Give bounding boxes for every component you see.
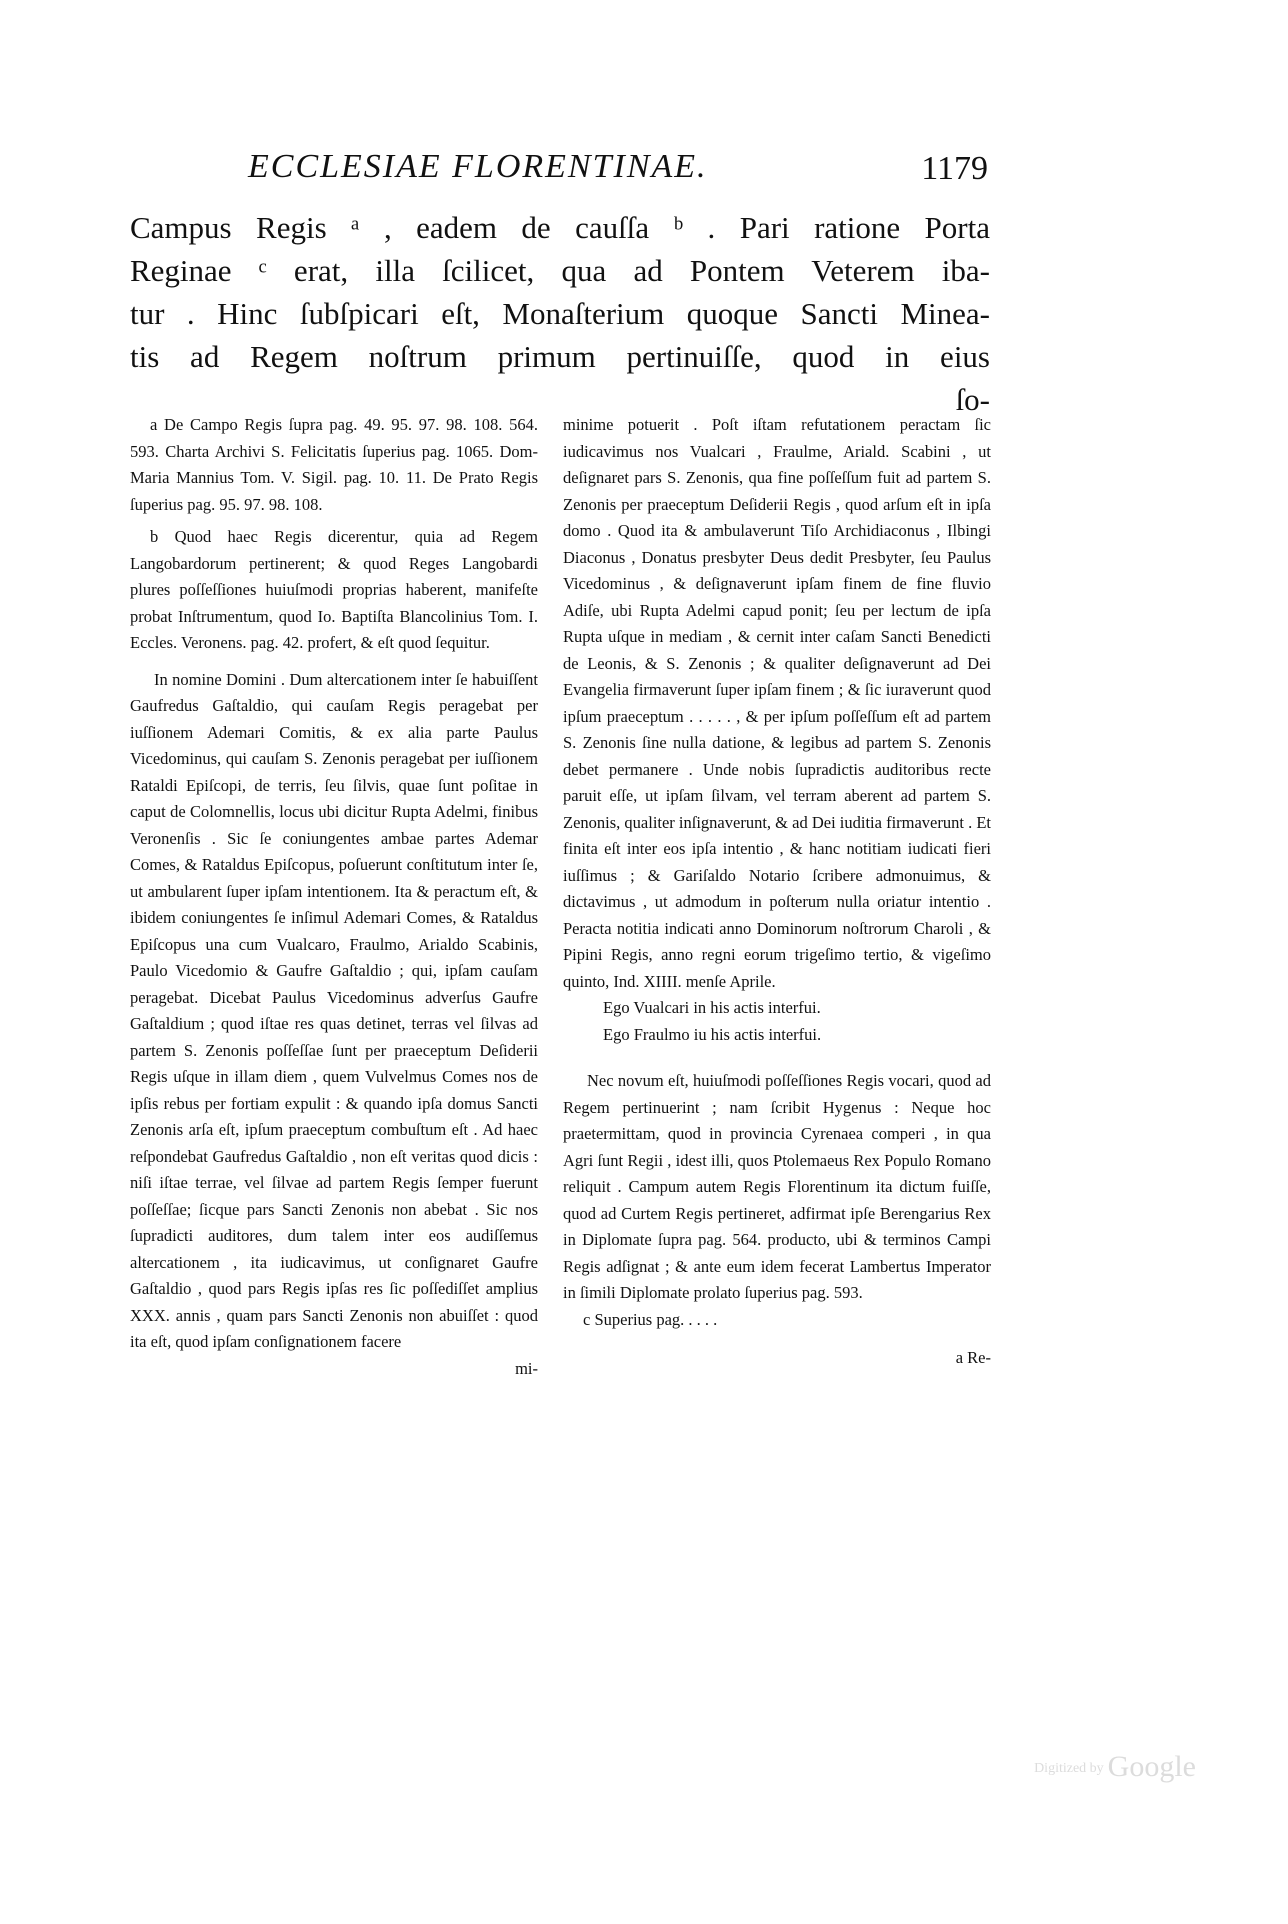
main-text-line: tur . Hinc ſubſpicari eſt, Monaſterium quoque Sancti Minea- — [130, 296, 990, 331]
main-text-line: tis ad Regem noſtrum primum pertinuiſſe, quod in eius — [130, 339, 990, 374]
right-catchword: a Re- — [955, 1348, 991, 1367]
main-text-line: Campus Regis ᵃ , eadem de cauſſa ᵇ . Pari ratione Porta — [130, 210, 990, 245]
footnote-c: c Superius pag. . . . . — [583, 1309, 718, 1329]
left-catchword: mi- — [515, 1358, 538, 1378]
running-title: ECCLESIAE FLORENTINAE. — [248, 148, 708, 185]
page-header — [248, 148, 988, 198]
footnote-a: a De Campo Regis ſupra pag. 49. 95. 97. 98. 108. 564. 593. Charta Archivi S. Felicitatis ſuperius pag. 1065. Dom-Maria Mannius Tom. V. Sigil. pag. 10. 11. De Prato Regis ſuperius pag. 95. 97. 98. 108. — [130, 415, 538, 514]
document-text: In nomine Domini . Dum altercationem inter ſe habuiſſent Gaufredus Gaſtaldio, qui cauſam Regis peragebat per iuſſionem Ademari Comitis, & ex alia parte Paulus Vicedominus, qui cauſam S. Zenonis peragebat per iuſſionem Rataldi Epiſcopi, de terris, ſeu ſilvis, quae ſunt poſitae in caput de Colomnellis, locus ubi dicitur Rupta Adelmi, finibus Veronenſis . Sic ſe coniungentes ambae partes Ademar Comes, & Rataldus Epiſcopus, poſuerunt conſtitutum inter ſe, ut ambularent ſuper ipſam intentionem. Ita & peractum eſt, & ibidem coniungentes ſe inſimul Ademari Comes, & Rataldus Epiſcopus una cum Vualcaro, Fraulmo, Arialdo Scabinis, Paulo Vicedomio & Gaufre Gaſtaldio ; qui, ipſam cauſam peragebat. Dicebat Paulus Vicedominus adverſus Gaufre Gaſtaldium ; quod iſtae res quas detinet, terras vel ſilvas ad partem S. Zenonis poſſeſſae ſunt per praeceptum Deſiderii Regis uſque in illam diem , quem Vulvelmus Comes nos de ipſis rebus per fortiam expulit : & quando ipſa domus Sancti Zenonis arſa eſt, ipſum praeceptum combuſtum eſt . Ad haec reſpondebat Gaufredus Gaſtaldio , non eſt veritas quod dicis : niſi iſtae terrae, vel ſilvae ad partem Regis ſemper fuerunt poſſeſſae; ſicque pars Sancti Zenonis non abebat . Sic nos ſupradicti auditores, dum talem inter eos audiſſemus altercationem , ita iudicavimus, ut conſignaret Gaufre Gaſtaldio , quod pars Regis ipſas res ſic poſſediſſet amplius XXX. annis , quam pars Sancti Zenonis non abuiſſet : quod ita eſt, quod ipſam conſignationem facere — [130, 669, 538, 1351]
main-text-line: Reginae ᶜ erat, illa ſcilicet, qua ad Pontem Veterem iba- — [130, 253, 990, 288]
digitization-watermark — [1034, 1750, 1196, 1784]
signature-line: Ego Fraulmo iu his actis interfui. — [603, 1024, 822, 1044]
footnote-b: b Quod haec Regis dicerentur, quia ad Regem Langobardorum pertinerent; & quod Reges Langobardi plures poſſeſſiones huiuſmodi proprias haberent, manifeſte probat Inſtrumentum, quod Io. Baptiſta Blancolinius Tom. I. Eccles. Veronens. pag. 42. profert, & eſt quod ſequitur. — [130, 527, 538, 652]
document-continuation: minime potuerit . Poſt iſtam refutationem peractam ſic iudicavimus nos Vualcari , Fraulme, Ariald. Scabini , ut deſignaret pars S. Zenonis, qua fine poſſeſſum fuit ad partem S. Zenonis per praeceptum Deſiderii Regis , quod arſum eſt in ipſa domo . Quod ita & ambulaverunt Tiſo Archidiaconus , Ilbingi Diaconus , Donatus presbyter Deus dedit Presbyter, ſeu Paulus Vicedominus , & deſignaverunt ipſam finem de fine fluvio Adiſe, ubi Rupta Adelmi capud ponit; ſeu per lectum de ipſa Rupta uſque in mediam , & cernit inter caſam Sancti Benedicti de Leonis, & S. Zenonis ; & qualiter deſignaverunt ad Dei Evangelia firmaverunt ſuper ipſam finem ; & ſic iuraverunt quod ipſum praeceptum . . . . . , & per ipſum poſſeſſum eſt ad partem S. Zenonis ſine nulla datione, & legibus ad partem S. Zenonis debet permanere . Unde nobis ſupradictis auditoribus recte paruit eſſe, ut ipſam ſilvam, vel terram aberent ad partem S. Zenonis, qualiter inſignaverunt, & ad Dei iuditia firmaverunt . Et finita eſt inter eos ipſa intentio , & hanc notitiam iudicati fieri iuſſimus ; & Gariſaldo Notario ſcribere admonuimus, & dictavimus , ut admodum in poſterum nulla oriatur intentio . Peracta notitia indicati anno Dominorum noſtrorum Charoli , & Pipini Regis, anno regni eorum trigeſimo tertio, & vigeſimo quinto, Ind. XIIII. menſe Aprile. — [563, 415, 991, 991]
page-number: 1179 — [921, 150, 988, 187]
right-column — [563, 412, 991, 1372]
watermark-prefix: Digitized by — [1034, 1761, 1104, 1777]
signature-line: Ego Vualcari in his actis interfui. — [603, 998, 821, 1017]
left-column — [130, 412, 538, 1382]
main-text-block — [130, 206, 990, 421]
commentary-paragraph: Nec novum eſt, huiuſmodi poſſeſſiones Regis vocari, quod ad Regem pertinuerint ; nam ſcribit Hygenus : Neque hoc praetermittam, quod in provincia Cyrenaea comperi , in qua Agri ſunt Regii , idest illi, quos Ptolemaeus Rex Populo Romano reliquit . Campum autem Regis Florentinum ita dictum fuiſſe, quod ad Curtem Regis pertineret, adfirmat ipſe Berengarius Rex in Diplomate ſupra pag. 564. producto, ubi & terminos Campi Regis adſignat ; & ante eum idem fecerat Lambertus Imperator in ſimili Diplomate prolato ſuperius pag. 593. — [563, 1071, 991, 1302]
watermark-brand: Google — [1107, 1750, 1196, 1783]
main-catchword: ſo- — [955, 382, 990, 417]
